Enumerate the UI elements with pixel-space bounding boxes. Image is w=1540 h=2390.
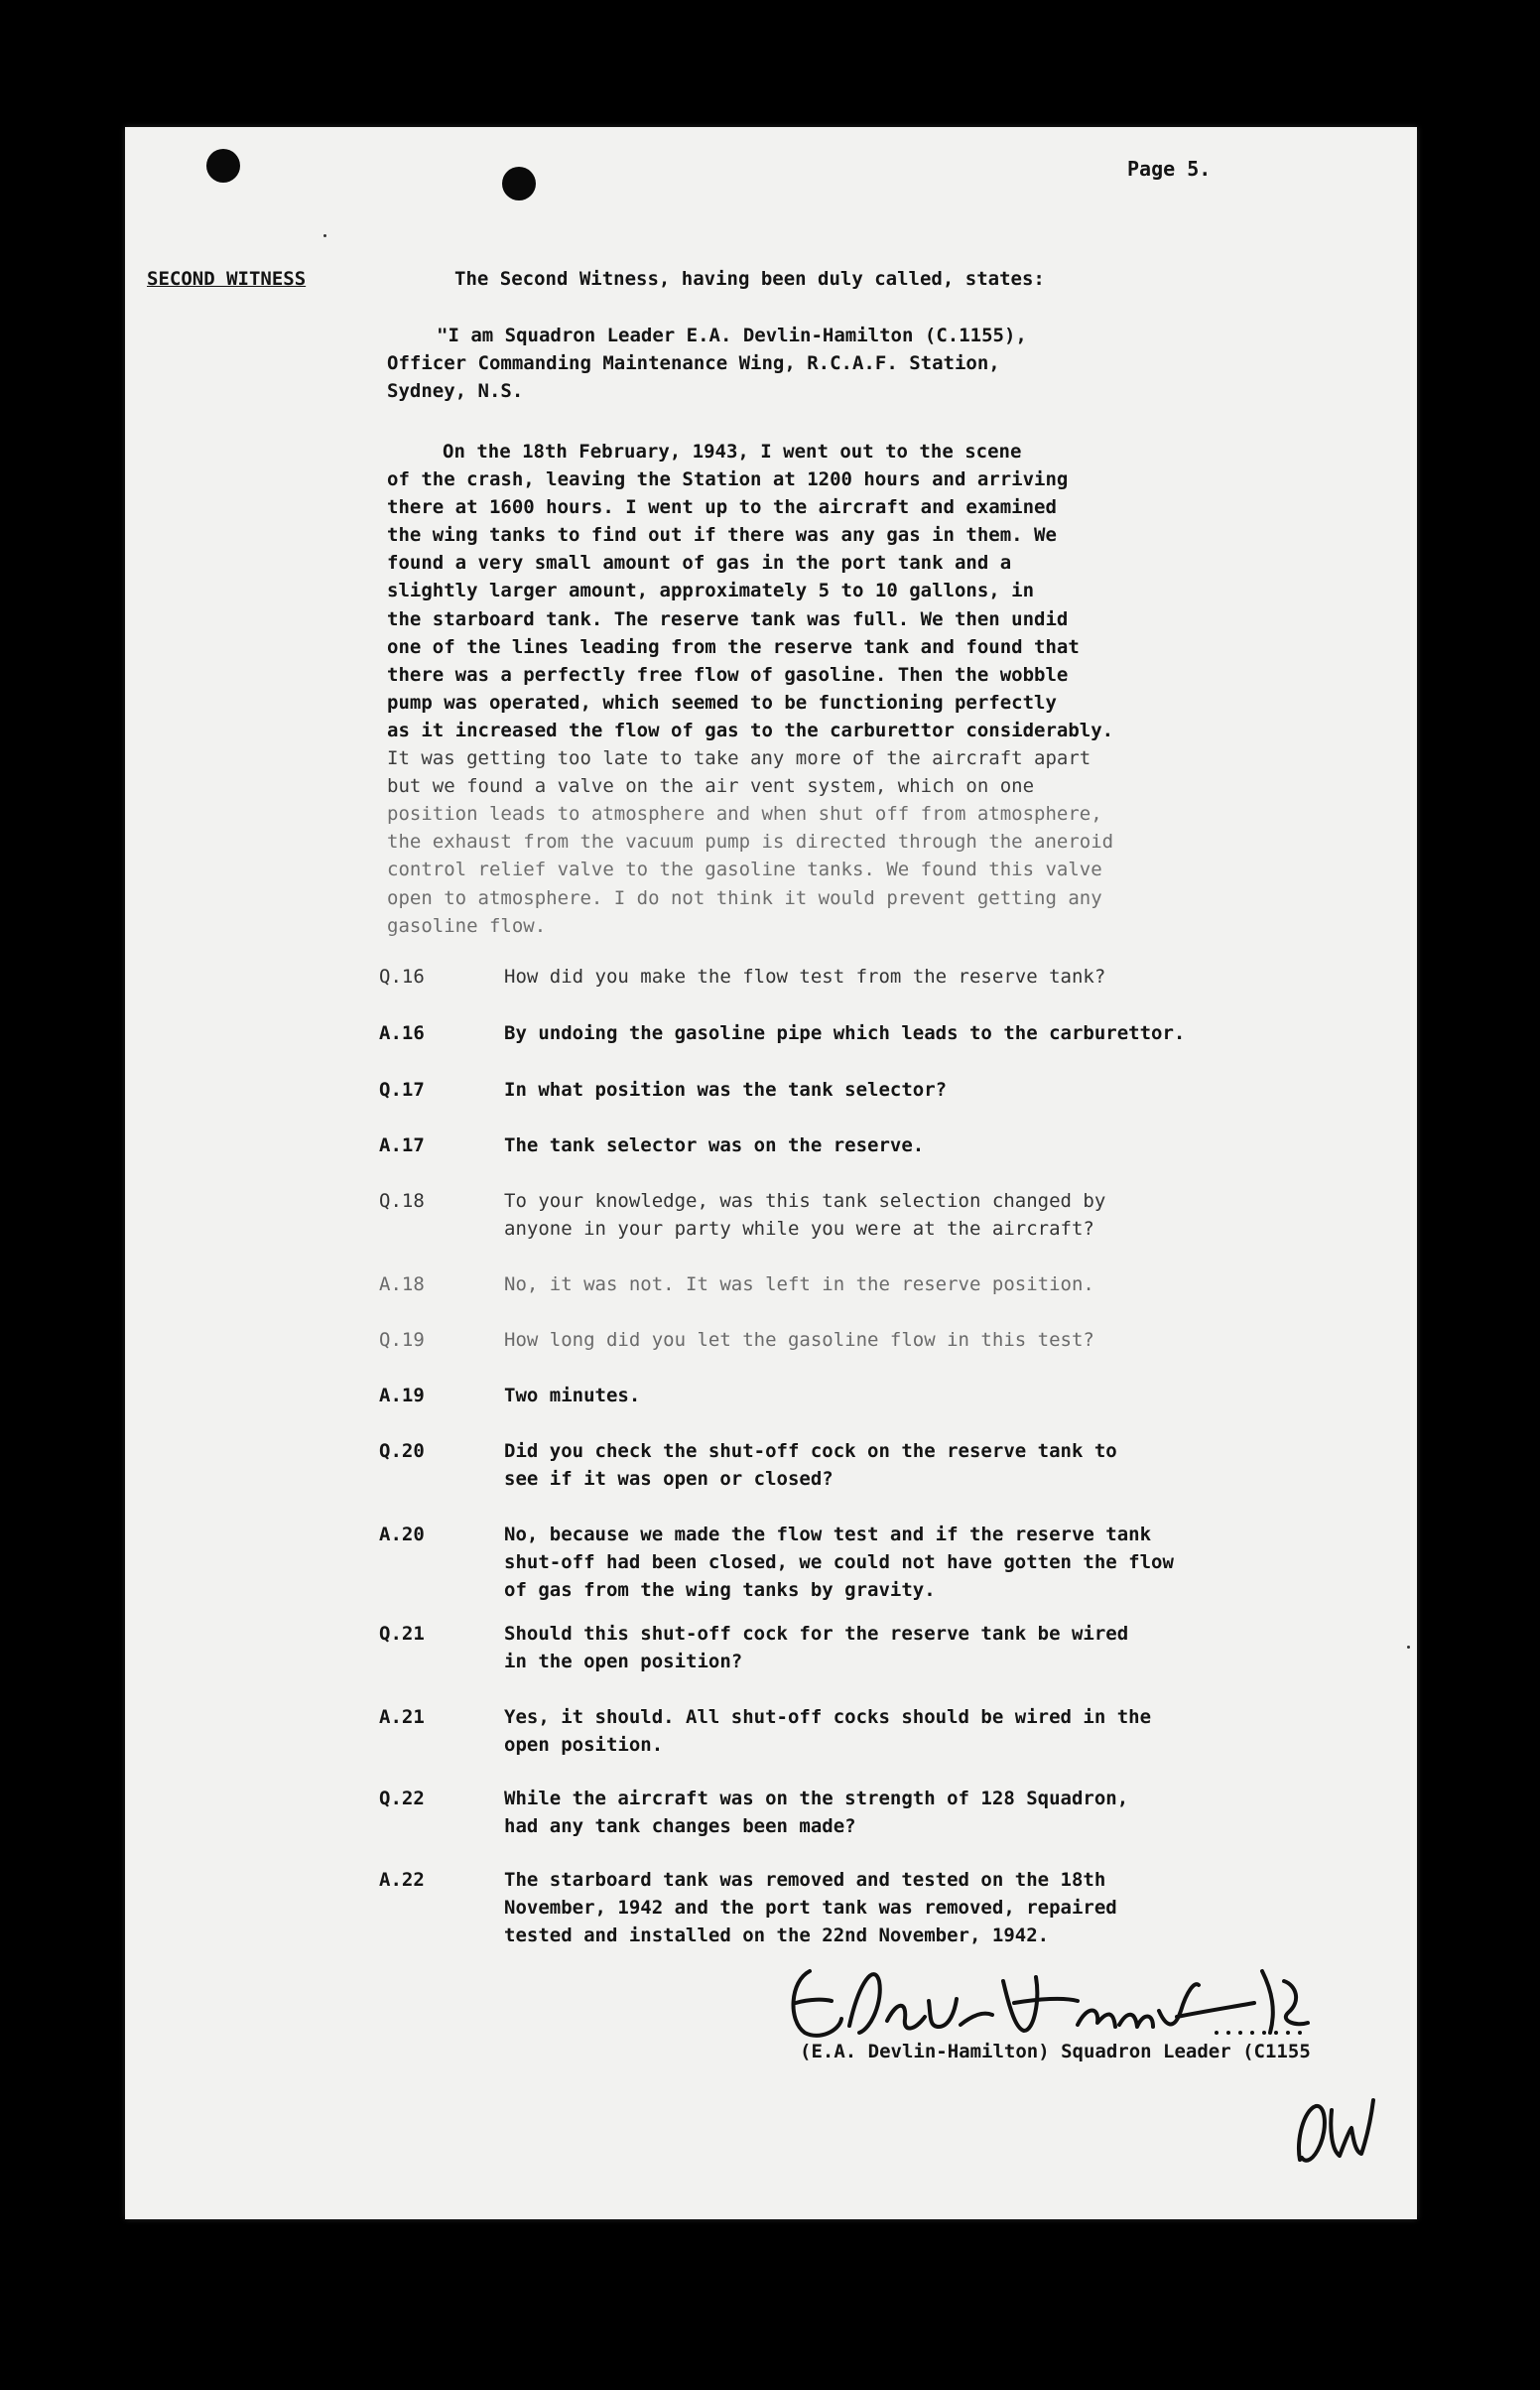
statement-line: the wing tanks to find out if there was any gas in them. We	[387, 524, 1057, 547]
statement-line: one of the lines leading from the reserve tank and found that	[387, 635, 1080, 658]
statement-line: the exhaust from the vacuum pump is directed through the aneroid	[387, 831, 1114, 854]
qa-number: A.17	[379, 1134, 425, 1156]
qa-number: A.18	[379, 1273, 425, 1295]
qa-line: By undoing the gasoline pipe which leads to the carburettor.	[504, 1022, 1186, 1044]
qa-number: Q.22	[379, 1788, 425, 1809]
statement-line: as it increased the flow of gas to the carburettor considerably.	[387, 719, 1114, 741]
statement-line: position leads to atmosphere and when shut off from atmosphere,	[387, 803, 1102, 826]
paper-speck	[323, 234, 326, 237]
qa-number: Q.20	[379, 1440, 425, 1462]
qa-line: open position.	[504, 1734, 664, 1756]
section-heading: SECOND WITNESS	[147, 268, 307, 290]
qa-line: No, because we made the flow test and if the reserve tank	[504, 1524, 1152, 1545]
qa-number: A.22	[379, 1869, 425, 1891]
qa-number: A.20	[379, 1524, 425, 1545]
qa-text	[504, 1785, 1397, 1840]
signatory-line: (E.A. Devlin-Hamilton) Squadron Leader (C1155	[800, 2041, 1311, 2062]
statement-line: open to atmosphere. I do not think it would prevent getting any	[387, 886, 1102, 909]
qa-line: The tank selector was on the reserve.	[504, 1134, 925, 1156]
paper-speck	[1407, 1646, 1410, 1649]
qa-line: Should this shut-off cock for the reserve tank be wired	[504, 1623, 1129, 1645]
qa-line: Two minutes.	[504, 1385, 641, 1406]
qa-number: Q.18	[379, 1190, 425, 1212]
qa-text	[504, 1620, 1397, 1675]
qa-line: shut-off had been closed, we could not have gotten the flow	[504, 1551, 1174, 1573]
qa-number: Q.21	[379, 1623, 425, 1645]
statement-intro-line: "I am Squadron Leader E.A. Devlin-Hamilton (C.1155),	[437, 325, 1027, 346]
qa-number: Q.17	[379, 1079, 425, 1101]
qa-number: Q.19	[379, 1329, 425, 1351]
statement-intro-line: Officer Commanding Maintenance Wing, R.C.A.F. Station,	[387, 352, 1000, 375]
qa-text	[504, 1076, 1397, 1104]
witness-intro: The Second Witness, having been duly called, states:	[454, 268, 1045, 290]
qa-text	[504, 1703, 1397, 1759]
statement-line: there at 1600 hours. I went up to the aircraft and examined	[387, 496, 1057, 519]
qa-text	[504, 1866, 1397, 1949]
statement-line: pump was operated, which seemed to be functioning perfectly	[387, 691, 1057, 714]
qa-text	[504, 1437, 1397, 1493]
statement-body	[387, 438, 1379, 940]
statement-line: gasoline flow.	[387, 914, 547, 937]
qa-line: Yes, it should. All shut-off cocks should be wired in the	[504, 1706, 1152, 1728]
statement-line: found a very small amount of gas in the port tank and a	[387, 552, 1012, 575]
qa-text	[504, 1187, 1397, 1243]
qa-line: To your knowledge, was this tank selection changed by	[504, 1190, 1106, 1212]
qa-line: see if it was open or closed?	[504, 1468, 834, 1490]
qa-number: A.19	[379, 1385, 425, 1406]
statement-line: but we found a valve on the air vent system, which on one	[387, 775, 1035, 798]
qa-line: In what position was the tank selector?	[504, 1079, 948, 1101]
qa-text	[504, 963, 1397, 991]
statement-line: the starboard tank. The reserve tank was full. We then undid	[387, 607, 1069, 630]
qa-text	[504, 1326, 1397, 1354]
handwritten-signature	[780, 1941, 1316, 2051]
qa-number: Q.16	[379, 966, 425, 988]
qa-line: How did you make the flow test from the reserve tank?	[504, 966, 1106, 988]
punch-hole-right	[502, 167, 536, 200]
qa-line: in the open position?	[504, 1651, 743, 1672]
qa-line: anyone in your party while you were at the aircraft?	[504, 1218, 1094, 1240]
statement-line: slightly larger amount, approximately 5 to 10 gallons, in	[387, 580, 1035, 602]
qa-text	[504, 1521, 1397, 1604]
statement-line: control relief valve to the gasoline tanks. We found this valve	[387, 859, 1102, 881]
statement-intro-line: Sydney, N.S.	[387, 380, 524, 403]
statement-line: there was a perfectly free flow of gasoline. Then the wobble	[387, 663, 1069, 686]
punch-hole-left	[206, 149, 240, 183]
qa-line: How long did you let the gasoline flow in this test?	[504, 1329, 1094, 1351]
qa-text	[504, 1382, 1397, 1409]
qa-line: The starboard tank was removed and tested on the 18th	[504, 1869, 1106, 1891]
statement-intro	[387, 322, 1379, 405]
qa-line: Did you check the shut-off cock on the reserve tank to	[504, 1440, 1117, 1462]
qa-line: had any tank changes been made?	[504, 1815, 856, 1837]
document-page	[125, 127, 1417, 2219]
qa-line: November, 1942 and the port tank was removed, repaired	[504, 1897, 1117, 1919]
statement-line: of the crash, leaving the Station at 1200 hours and arriving	[387, 468, 1069, 491]
qa-line: While the aircraft was on the strength of 128 Squadron,	[504, 1788, 1129, 1809]
qa-text	[504, 1270, 1397, 1298]
qa-line: of gas from the wing tanks by gravity.	[504, 1579, 936, 1601]
qa-line: No, it was not. It was left in the reserve position.	[504, 1273, 1094, 1295]
page-number: Page 5.	[1127, 157, 1212, 181]
qa-line: tested and installed on the 22nd November, 1942.	[504, 1925, 1050, 1946]
handwritten-initials	[1286, 2080, 1385, 2170]
qa-number: A.16	[379, 1022, 425, 1044]
statement-line: On the 18th February, 1943, I went out to the scene	[443, 441, 1022, 463]
qa-text	[504, 1019, 1397, 1047]
qa-text	[504, 1131, 1397, 1159]
statement-line: It was getting too late to take any more of the aircraft apart	[387, 747, 1091, 770]
qa-number: A.21	[379, 1706, 425, 1728]
